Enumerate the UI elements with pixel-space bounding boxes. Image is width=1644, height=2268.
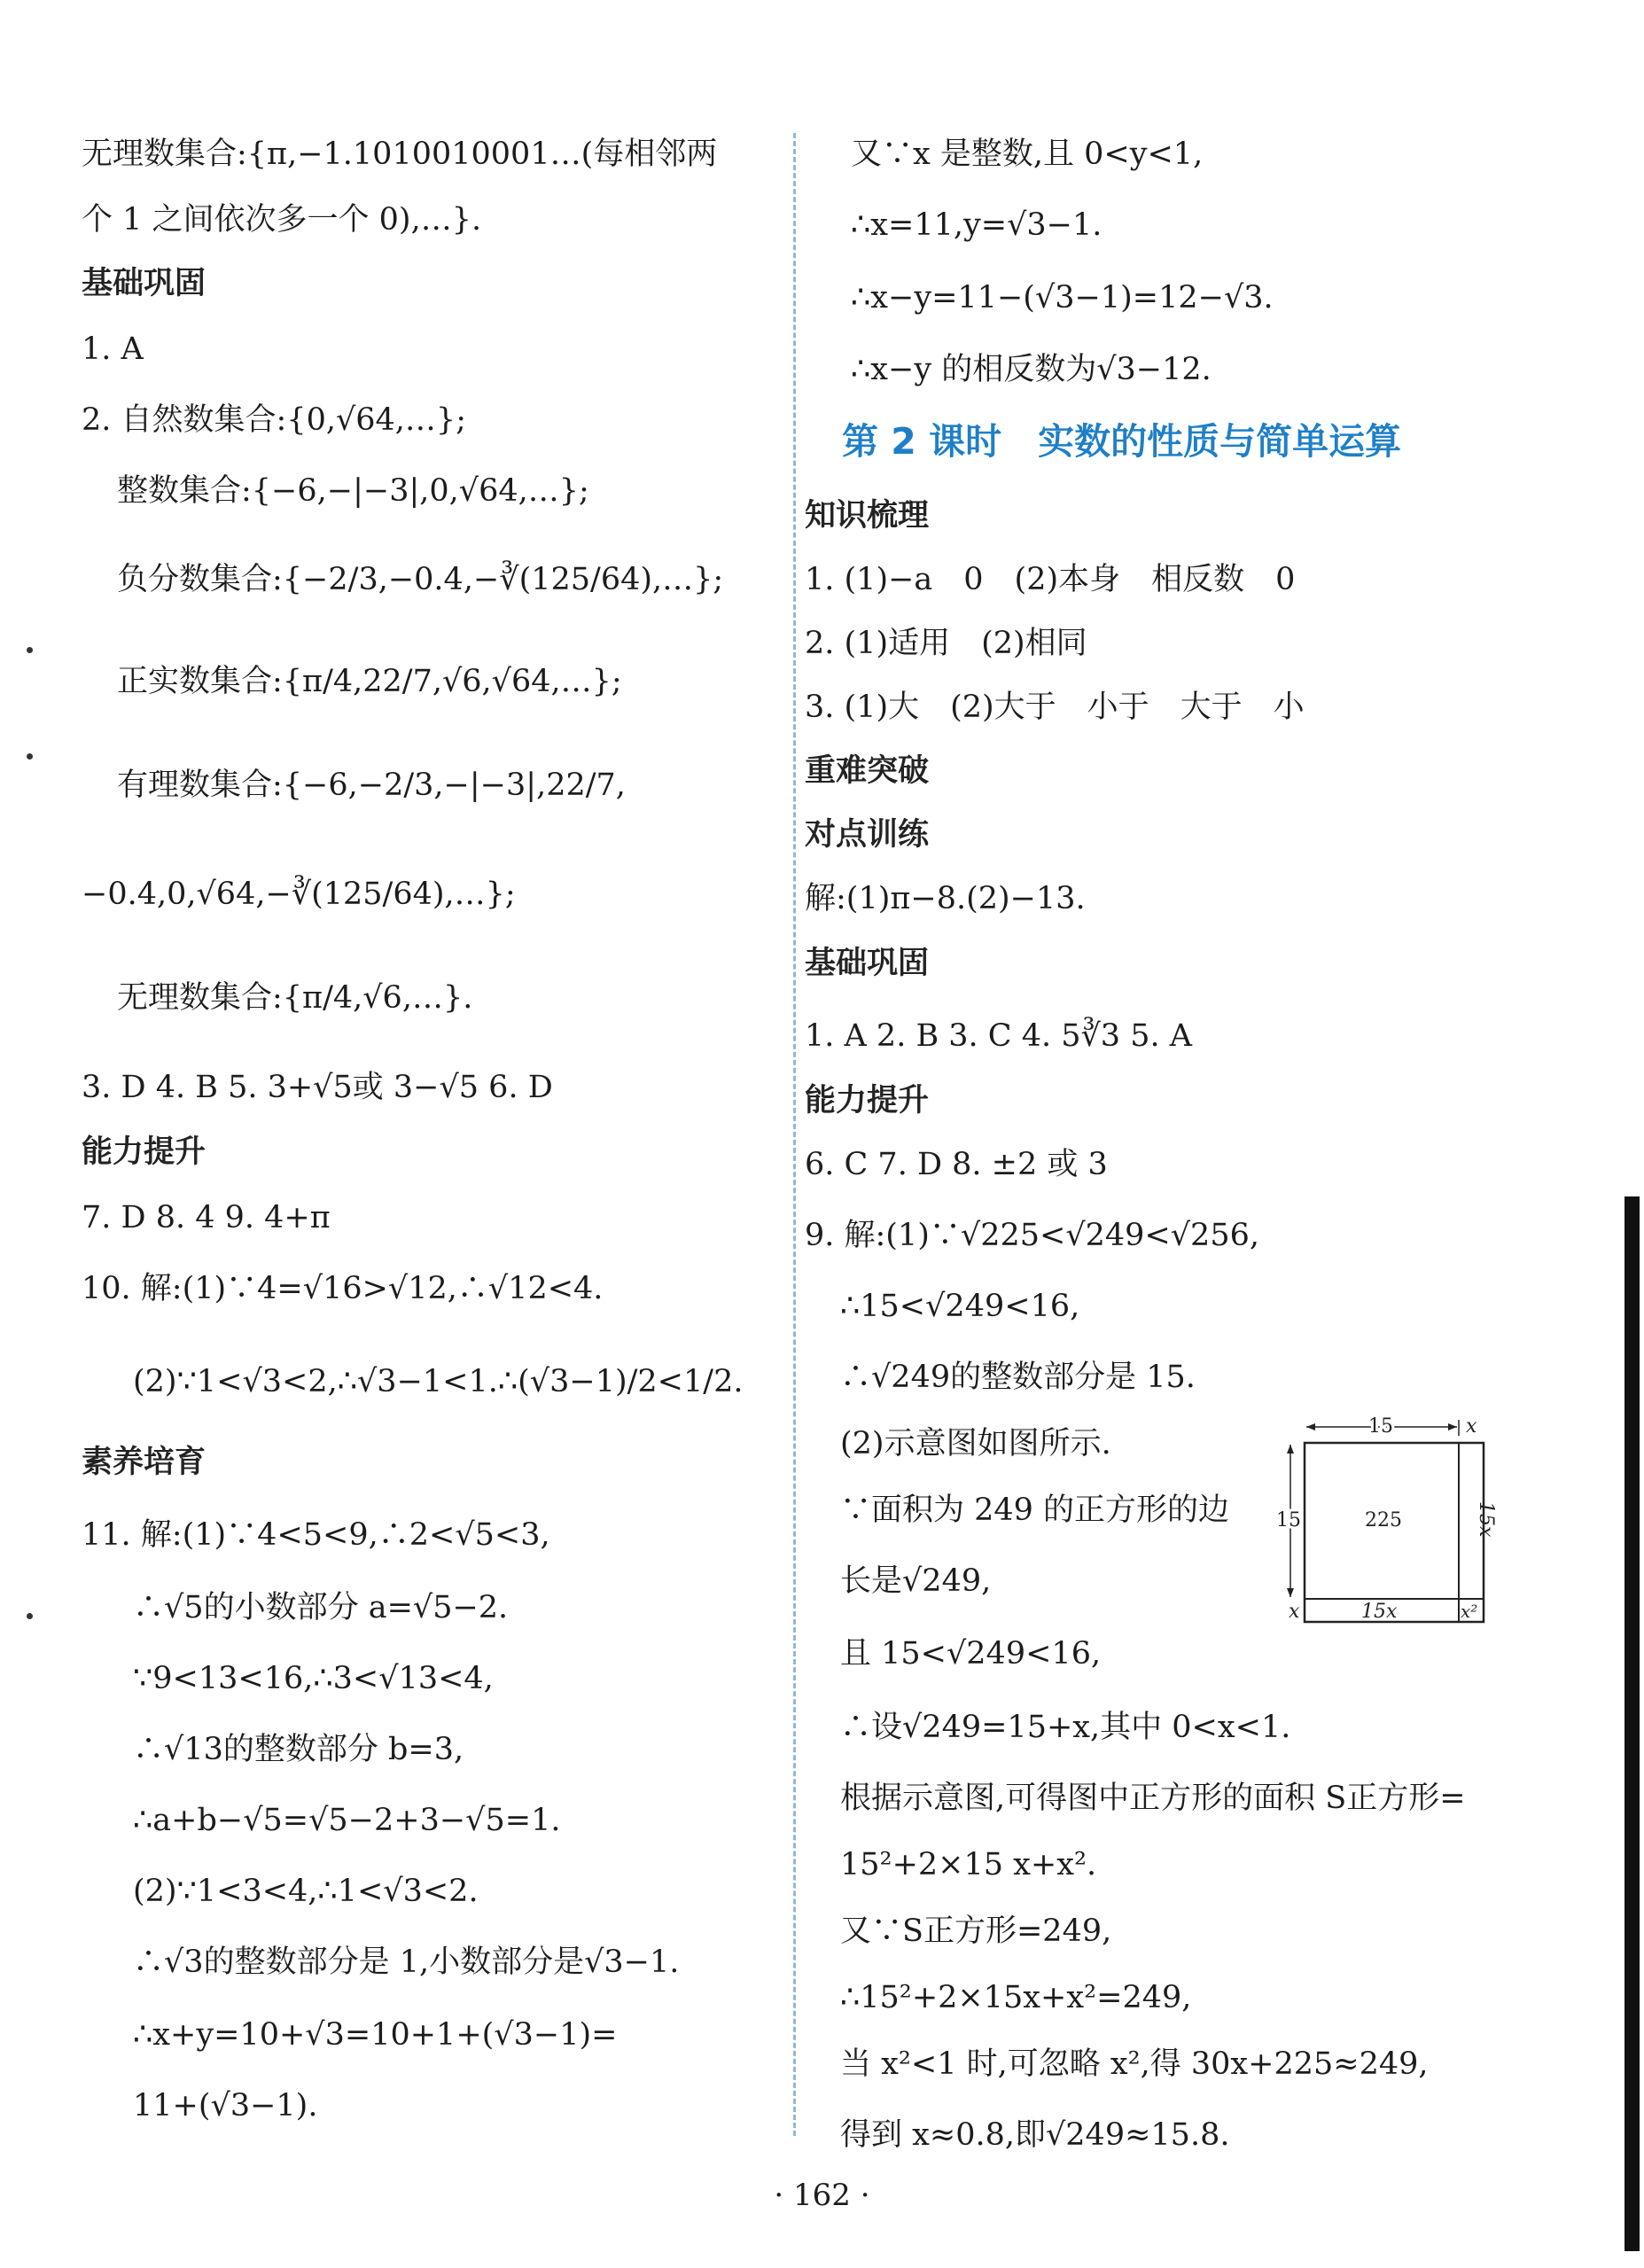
text-line: 无理数集合:{π,−1.1010010001…(每相邻两: [82, 136, 718, 172]
text-line: ∵9<13<16,∴3<√13<4,: [133, 1661, 494, 1696]
text-line: ∴x=11,y=√3−1.: [851, 207, 1102, 243]
section-heading: 能力提升: [805, 1083, 930, 1118]
text-line: 1. A 2. B 3. C 4. 5∛3 5. A: [805, 1018, 1192, 1054]
text-line: ∵面积为 249 的正方形的边: [840, 1493, 1230, 1528]
section-heading: 基础巩固: [805, 946, 930, 981]
diagram-bottom-left-label: x: [1289, 1601, 1300, 1623]
text-line: 1. A: [82, 331, 144, 367]
diagram-center-label: 225: [1365, 1509, 1402, 1531]
section-heading: 基础巩固: [82, 266, 206, 301]
text-line: ∴√5的小数部分 a=√5−2.: [133, 1590, 509, 1625]
text-line: ∴x−y 的相反数为√3−12.: [851, 352, 1212, 387]
text-line: 长是√249,: [840, 1563, 992, 1599]
text-line: 得到 x≈0.8,即√249≈15.8.: [840, 2117, 1230, 2153]
diagram-top-right-label: x: [1466, 1415, 1477, 1438]
text-line: 9. 解:(1)∵√225<√249<√256,: [805, 1218, 1259, 1253]
text-line: 6. C 7. D 8. ±2 或 3: [805, 1147, 1108, 1182]
section-heading: 素养培育: [82, 1445, 206, 1480]
text-line: 负分数集合:{−2/3,−0.4,−∛(125/64),…};: [117, 562, 724, 597]
diagram-right-label: 15x: [1475, 1501, 1497, 1538]
text-line: 3. D 4. B 5. 3+√5或 3−√5 6. D: [82, 1070, 553, 1105]
text-line: ∴√3的整数部分是 1,小数部分是√3−1.: [133, 1945, 680, 1980]
section-heading: 能力提升: [82, 1134, 206, 1170]
text-line: 11+(√3−1).: [133, 2088, 318, 2124]
text-line: 根据示意图,可得图中正方形的面积 S正方形=: [840, 1781, 1466, 1816]
text-line: 7. D 8. 4 9. 4+π: [82, 1200, 331, 1235]
text-line: 15²+2×15 x+x².: [840, 1847, 1097, 1882]
text-line: 1. (1)−a 0 (2)本身 相反数 0: [805, 562, 1296, 597]
text-line: 2. 自然数集合:{0,√64,…};: [82, 402, 466, 438]
text-line: ∴15²+2×15x+x²=249,: [840, 1980, 1192, 2015]
text-line: 个 1 之间依次多一个 0),…}.: [82, 202, 482, 238]
section-heading: 知识梳理: [805, 498, 930, 534]
section-heading: 重难突破: [805, 753, 930, 789]
text-line: ∴√13的整数部分 b=3,: [133, 1732, 464, 1767]
text-line: ∴√249的整数部分是 15.: [840, 1360, 1196, 1395]
text-line: (2)∵1<√3<2,∴√3−1<1.∴(√3−1)/2<1/2.: [133, 1364, 744, 1399]
text-line: 当 x²<1 时,可忽略 x²,得 30x+225≈249,: [840, 2046, 1429, 2082]
text-line: 正实数集合:{π/4,22/7,√6,√64,…};: [117, 664, 622, 699]
scan-edge: [1625, 1196, 1640, 2251]
text-line: 10. 解:(1)∵4=√16>√12,∴√12<4.: [82, 1271, 604, 1306]
column-divider: [793, 133, 796, 2136]
square-diagram: [1276, 1415, 1497, 1629]
text-line: 又∵x 是整数,且 0<y<1,: [851, 136, 1204, 172]
diagram-bottom-mid-label: 15x: [1361, 1601, 1398, 1623]
text-line: ∴x+y=10+√3=10+1+(√3−1)=: [133, 2017, 618, 2053]
text-line: (2)示意图如图所示.: [840, 1426, 1111, 1461]
text-line: 又∵S正方形=249,: [840, 1913, 1112, 1949]
scan-dot: [27, 647, 33, 653]
scan-dot: [27, 753, 33, 760]
text-line: 3. (1)大 (2)大于 小于 大于 小: [805, 690, 1305, 725]
section-heading: 对点训练: [805, 817, 930, 853]
text-line: −0.4,0,√64,−∛(125/64),…};: [82, 877, 516, 912]
diagram-left-label: 15: [1276, 1509, 1301, 1531]
text-line: ∴设√249=15+x,其中 0<x<1.: [840, 1710, 1291, 1745]
lesson-title: 第 2 课时 实数的性质与简单运算: [842, 420, 1402, 463]
text-line: 且 15<√249<16,: [840, 1636, 1102, 1672]
diagram-top-label: 15: [1368, 1415, 1393, 1438]
text-line: 整数集合:{−6,−|−3|,0,√64,…};: [117, 473, 589, 509]
text-line: 11. 解:(1)∵4<5<9,∴2<√5<3,: [82, 1517, 550, 1553]
text-line: ∴15<√249<16,: [840, 1289, 1080, 1324]
text-line: ∴x−y=11−(√3−1)=12−√3.: [851, 280, 1274, 316]
text-line: 2. (1)适用 (2)相同: [805, 626, 1087, 661]
text-line: (2)∵1<3<4,∴1<√3<2.: [133, 1874, 479, 1909]
text-line: 无理数集合:{π/4,√6,…}.: [117, 980, 473, 1016]
text-line: 解:(1)π−8.(2)−13.: [805, 881, 1086, 916]
page-number: · 162 ·: [774, 2178, 870, 2213]
scan-dot: [27, 1613, 33, 1619]
text-line: ∴a+b−√5=√5−2+3−√5=1.: [133, 1803, 561, 1838]
diagram-bottom-right-label: x²: [1461, 1601, 1478, 1622]
text-line: 有理数集合:{−6,−2/3,−|−3|,22/7,: [117, 768, 626, 803]
